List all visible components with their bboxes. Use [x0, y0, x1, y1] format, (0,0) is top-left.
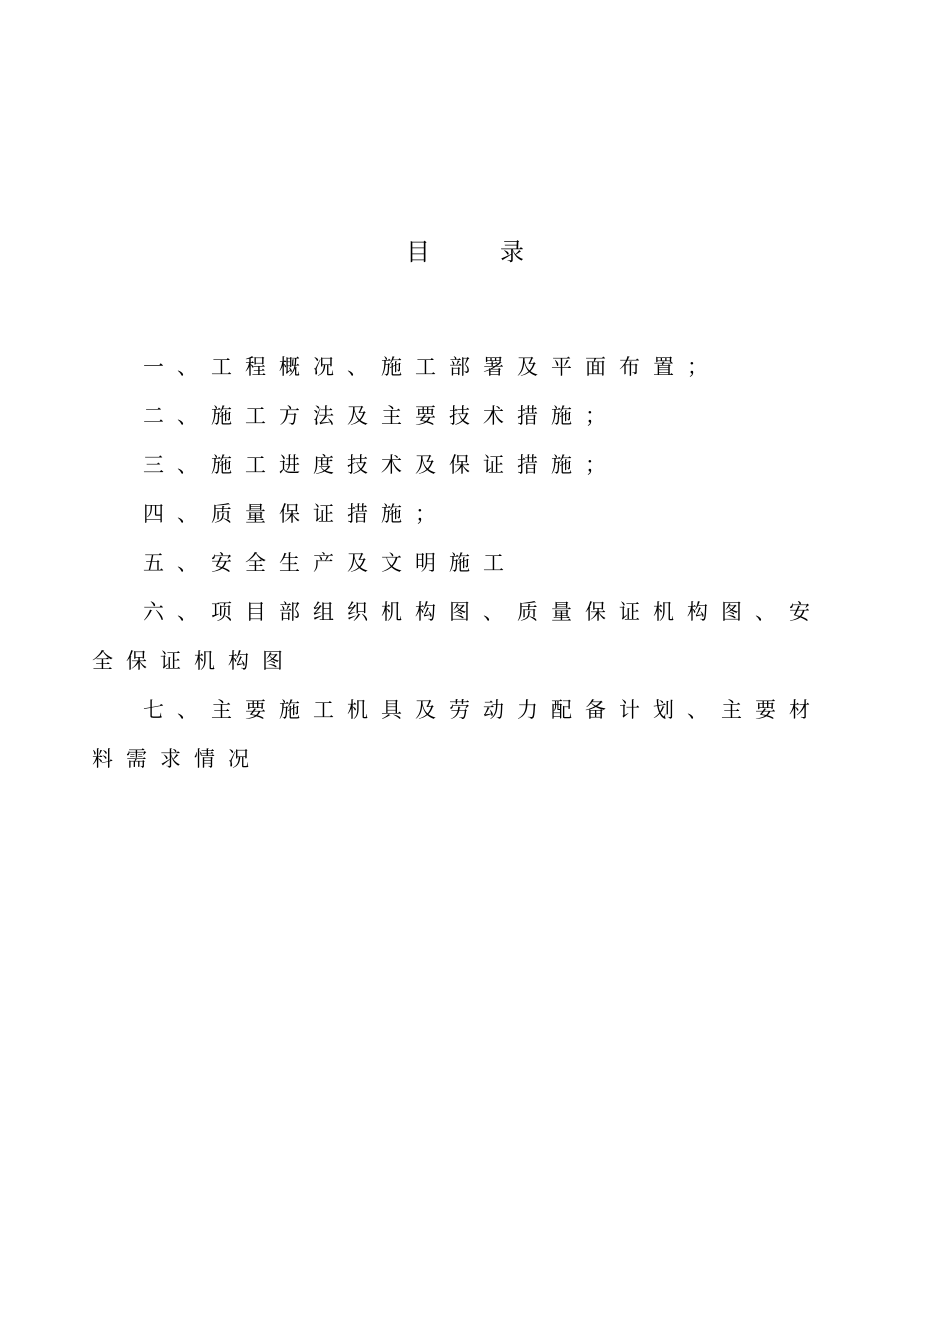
page-title: 目录: [406, 238, 594, 266]
toc-item-7: 七、主要施工机具及劳动力配备计划、主要材料需求情况: [92, 698, 823, 771]
toc-item-6: 六、项目部组织机构图、质量保证机构图、安全保证机构图: [92, 600, 823, 673]
toc-item-1: 一、工程概况、施工部署及平面布置；: [143, 355, 721, 379]
toc-item-5: 五、安全生产及文明施工: [143, 551, 517, 575]
table-of-contents: [92, 343, 838, 784]
toc-item-4: 四、质量保证措施；: [143, 502, 449, 526]
toc-item-2: 二、施工方法及主要技术措施；: [143, 404, 619, 428]
toc-item-3: 三、施工进度技术及保证措施；: [143, 453, 619, 477]
